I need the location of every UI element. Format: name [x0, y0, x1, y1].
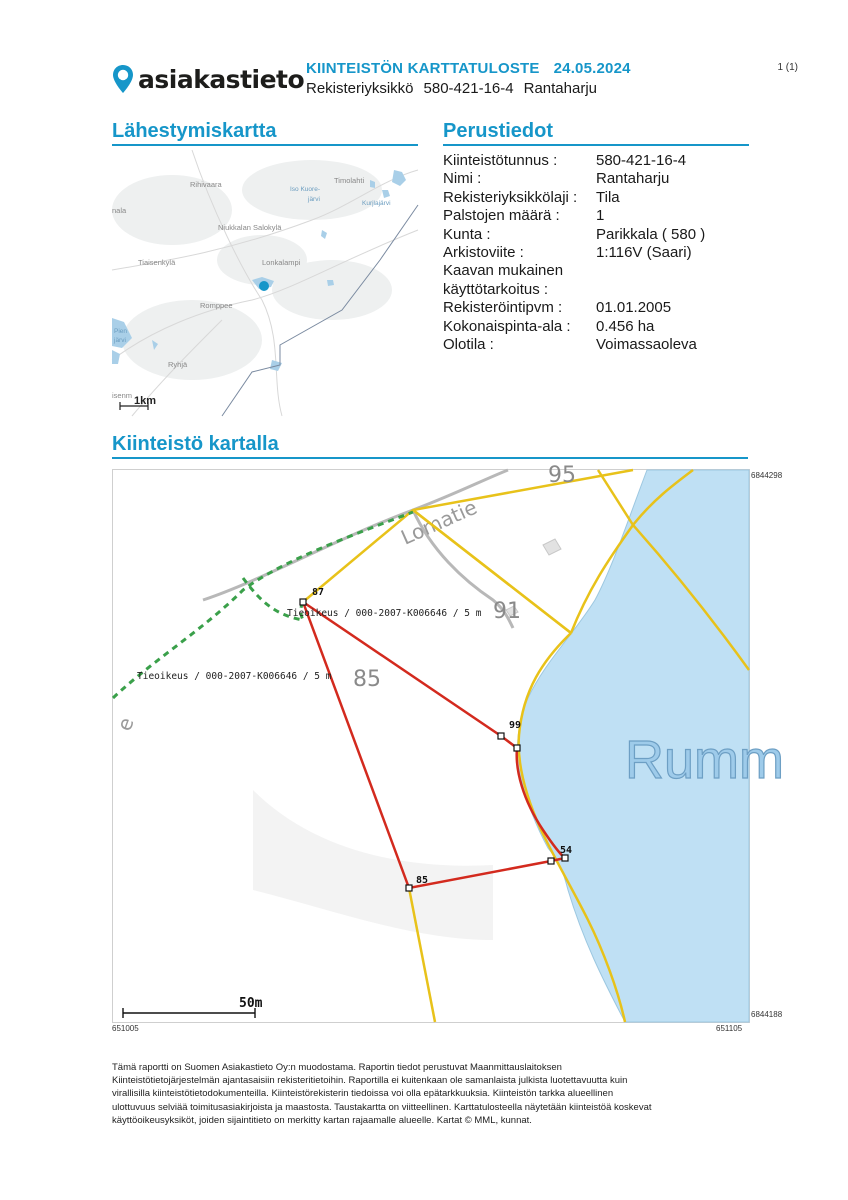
boundary-point — [300, 599, 306, 605]
info-value: Tila — [596, 188, 620, 206]
boundary-point — [514, 745, 520, 751]
place-label: Timolahti — [334, 176, 365, 185]
brand-name: asiakastieto — [138, 64, 305, 94]
info-value: 1 — [596, 207, 605, 225]
place-label: Romppee — [200, 301, 233, 310]
page-number: 1 (1) — [777, 62, 798, 73]
info-row — [443, 281, 705, 299]
info-row — [443, 336, 705, 354]
parcel-number: 85 — [353, 667, 381, 692]
place-label: isenm — [112, 391, 133, 400]
place-label: Tiaisenkylä — [138, 258, 176, 267]
property-map-heading: Kiinteistö kartalla — [112, 433, 279, 455]
point-label: 99 — [509, 720, 522, 731]
footer-line: Kiinteistötietojärjestelmän ajantasaisiin rekisteritietoihin. Raportilla ei kuitenkaan ole samanlaista julkista luotettavuutta kuin — [112, 1075, 628, 1087]
basic-info-rule — [443, 144, 749, 146]
info-row — [443, 189, 705, 207]
info-label: Olotila : — [443, 336, 494, 354]
info-value: Voimassaoleva — [596, 336, 697, 354]
unit-label: Rekisteriyksikkö — [306, 80, 414, 97]
boundary-point — [498, 733, 504, 739]
info-row — [443, 207, 705, 225]
report-title-text: KIINTEISTÖN KARTTATULOSTE — [306, 60, 540, 77]
coord-bottom-right: 6844188 — [751, 1010, 783, 1019]
location-pin-icon — [112, 64, 134, 94]
place-label: Niukkalan Salokylä — [218, 223, 282, 232]
map-scale-label: 50m — [239, 996, 263, 1011]
approach-map-rule — [112, 144, 418, 146]
easement-label: Tieoikeus / 000-2007-K006646 / 5 m — [287, 608, 482, 619]
info-row — [443, 152, 705, 170]
info-label: Rekisteröintipvm : — [443, 299, 563, 317]
footer-line: käyttöoikeusyksiköt, joiden sijaintitieto on merkitty kartan rajaamalle alueelle. Kartat © MML, kunnat. — [112, 1114, 532, 1126]
info-value: Parikkala ( 580 ) — [596, 225, 706, 243]
place-label: Iso Kuore- — [290, 186, 320, 193]
info-value: 1:116V (Saari) — [596, 244, 692, 262]
parcel-number: 95 — [548, 463, 576, 488]
info-value: 0.456 ha — [596, 317, 655, 335]
report-title — [306, 60, 645, 77]
place-label: järvi — [308, 196, 320, 203]
info-label: käyttötarkoitus : — [443, 280, 549, 298]
asiakastieto-logo — [112, 64, 304, 94]
boundary-point — [548, 858, 554, 864]
coord-bottom-left: 651005 — [112, 1024, 139, 1033]
footer-line: virallisilla kiinteistötietodokumenteilla. Kiinteistörekisterin tiedoissa voi olla epätarkkuuksia. Kiinteistön tarkka alueellinen — [112, 1088, 614, 1100]
info-label: Kaavan mukainen — [443, 262, 564, 280]
info-row — [443, 244, 705, 262]
info-value: 580-421-16-4 — [596, 152, 687, 169]
place-label: Pien — [114, 328, 128, 335]
approach-map — [112, 150, 418, 416]
basic-info-heading: Perustiedot — [443, 120, 554, 142]
boundary-point — [406, 885, 412, 891]
approach-map-heading: Lähestymiskartta — [112, 120, 277, 142]
basic-info-table — [443, 152, 705, 354]
property-map-rule — [112, 457, 748, 459]
footer-disclaimer — [112, 1061, 752, 1127]
info-row — [443, 226, 705, 244]
info-label: Rekisteriyksikkölaji : — [443, 188, 578, 206]
info-row — [443, 299, 705, 317]
approach-scale-label: 1km — [134, 395, 157, 407]
report-date: 24.05.2024 — [553, 60, 631, 77]
property-location-marker — [259, 281, 269, 291]
report-subtitle — [306, 80, 607, 97]
info-row — [443, 262, 705, 280]
info-value: 01.01.2005 — [596, 299, 672, 317]
info-row — [443, 170, 705, 188]
place-label: järvi — [114, 337, 126, 344]
info-label: Palstojen määrä : — [443, 207, 560, 225]
info-value: Rantaharju — [596, 170, 670, 188]
place-label: Lonkalampi — [262, 258, 301, 267]
place-label: Ryhjä — [168, 360, 188, 369]
place-label: Rihivaara — [190, 180, 222, 189]
approach-map-canvas — [112, 150, 418, 416]
footer-line: Tämä raportti on Suomen Asiakastieto Oy:n muodostama. Raportin tiedot perustuvat Maanmittauslaitoksen — [112, 1062, 562, 1073]
point-label: 87 — [312, 587, 325, 598]
lake-label: Rumm — [625, 730, 784, 790]
unit-name: Rantaharju — [523, 80, 597, 97]
point-label: 54 — [560, 845, 573, 856]
info-label: Nimi : — [443, 170, 482, 188]
point-label: 85 — [416, 875, 429, 886]
info-label: Arkistoviite : — [443, 244, 524, 262]
info-label: Kunta : — [443, 225, 491, 243]
road-label: Lomatie — [397, 494, 481, 550]
place-label: Kurjlajärvi — [362, 200, 391, 207]
info-row — [443, 318, 705, 336]
info-label: Kiinteistötunnus : — [443, 152, 558, 169]
coord-bottom-mid: 651105 — [716, 1024, 743, 1033]
coord-top-right: 6844298 — [751, 471, 783, 480]
place-label: nala — [112, 206, 127, 215]
easement-label: Tieoikeus / 000-2007-K006646 / 5 m — [137, 671, 332, 682]
parcel-number: 91 — [493, 599, 521, 624]
footer-line: ulottuvuus selviää toimitusasiakirjoista ja maastosta. Taustakartta on viitteellinen. Karttatulosteella näytetään kiinteistöä koskevat — [112, 1101, 652, 1113]
unit-id: 580-421-16-4 — [423, 80, 514, 97]
road-label-fragment: e — [111, 714, 139, 734]
info-label: Kokonaispinta-ala : — [443, 317, 571, 335]
